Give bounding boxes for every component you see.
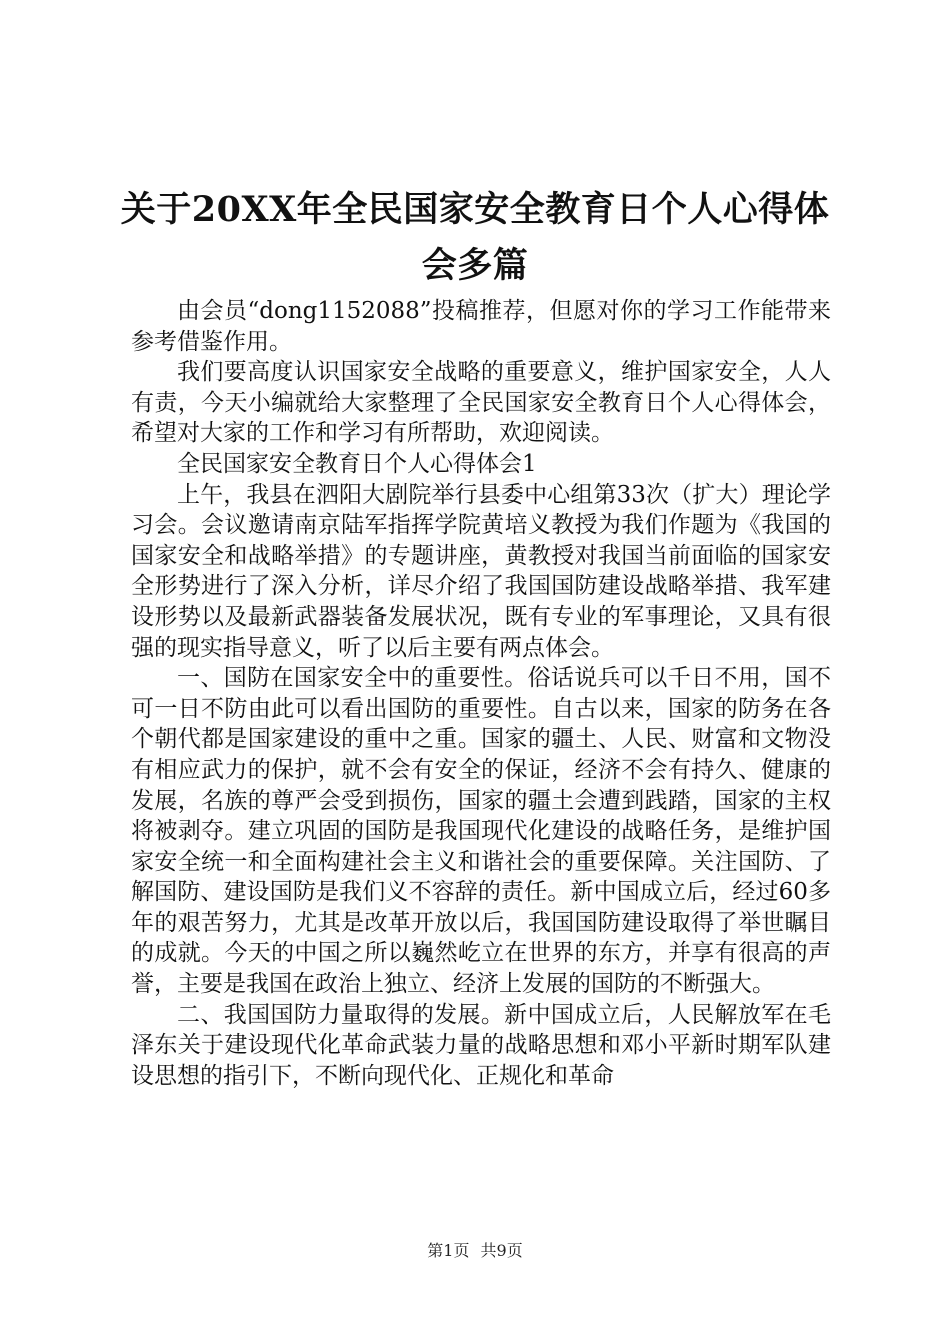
body-paragraph: 二、我国国防力量取得的发展。新中国成立后，人民解放军在毛泽东关于建设现代化革命武装力量的战略思想和邓小平新时期军队建设思想的指引下，不断向现代化、正规化和革命 <box>131 1001 831 1089</box>
page-total: 共9页 <box>480 1241 523 1260</box>
summary-paragraph: 我们要高度认识国家安全战略的重要意义，维护国家安全，人人有责，今天小编就给大家整理了全民国家安全教育日个人心得体会，希望对大家的工作和学习有所帮助，欢迎阅读。 <box>131 359 831 447</box>
body-paragraph: 一、国防在国家安全中的重要性。俗话说兵可以千日不用，国不可一日不防由此可以看出国防的重要性。自古以来，国家的防务在各个朝代都是国家建设的重中之重。国家的疆土、人民、财富和文物没有相应武力的保护，就不会有安全的保证，经济不会有持久、健康的发展，名族的尊严会受到损伤，国家的疆土会遭到践踏，国家的主权将被剥夺。建立巩固的国防是我国现代化建设的战略任务，是维护国家安全统一和全面构建社会主义和谐社会的重要保障。关注国防、了解国防、建设国防是我们义不容辞的责任。新中国成立后，经过60多年的艰苦努力，尤其是改革开放以后，我国国防建设取得了举世瞩目的成就。今天的中国之所以巍然屹立在世界的东方，并享有很高的声誉，主要是我国在政治上独立、经济上发展的国防的不断强大。 <box>131 665 831 998</box>
section-heading: 全民国家安全教育日个人心得体会1 <box>177 450 537 477</box>
intro-paragraph: 由会员“dong1152088”投稿推荐，但愿对你的学习工作能带来参考借鉴作用。 <box>131 298 831 355</box>
body-paragraph: 上午，我县在泗阳大剧院举行县委中心组第33次（扩大）理论学习会。会议邀请南京陆军指挥学院黄培义教授为我们作题为《我国的国家安全和战略举措》的专题讲座，黄教授对我国当前面临的国家安全形势进行了深入分析，详尽介绍了我国国防建设战略举措、我军建设形势以及最新武器装备发展状况，既有专业的军事理论，又具有很强的现实指导意义，听了以后主要有两点体会。 <box>131 481 831 661</box>
document-title: 关于20XX年全民国家安全教育日个人心得体会多篇 <box>120 189 830 286</box>
page-footer <box>0 1240 950 1262</box>
document-body <box>131 296 831 1091</box>
page-number: 第1页 <box>427 1241 470 1260</box>
